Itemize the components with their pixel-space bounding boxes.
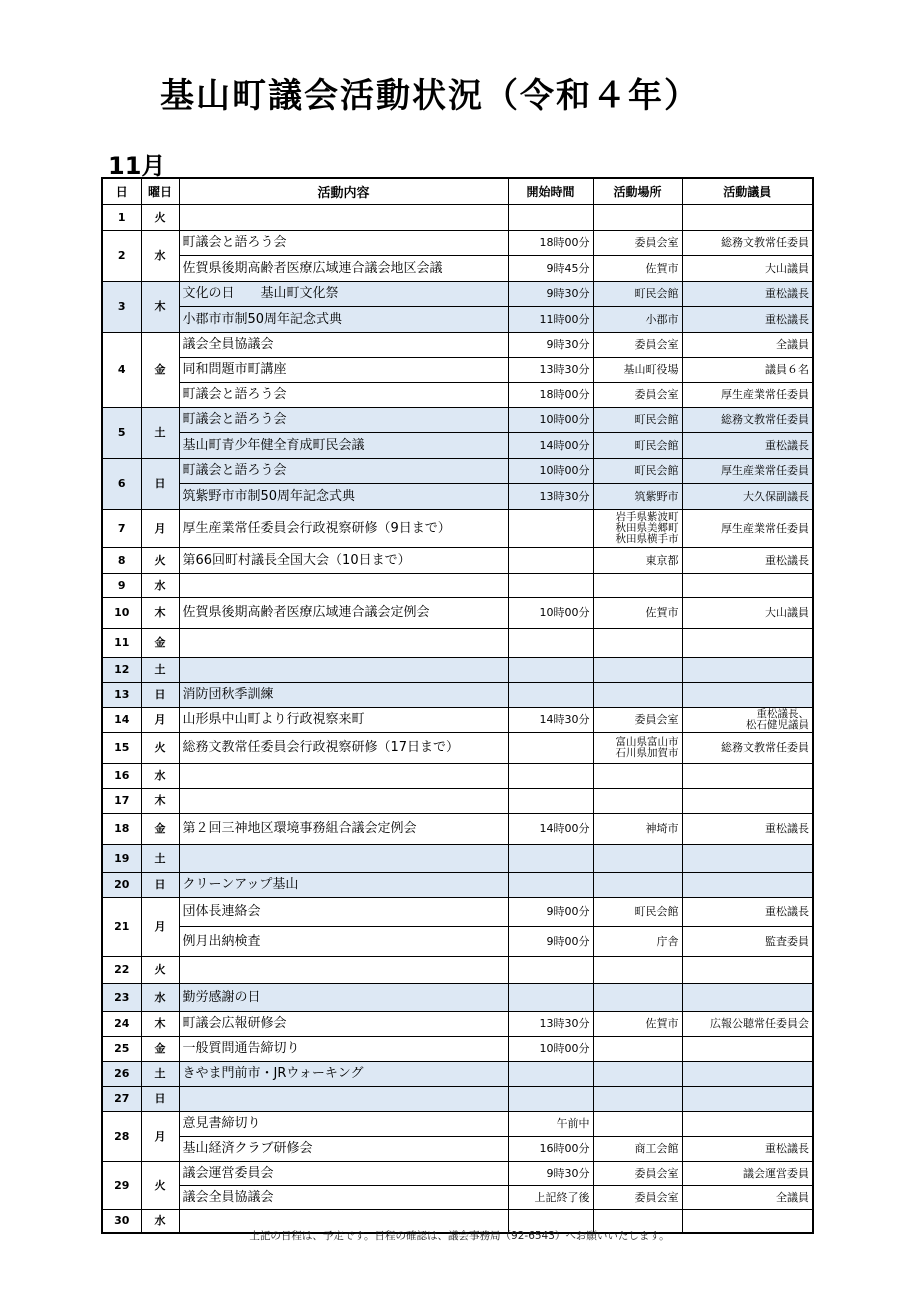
day-cell: 17 [102,788,141,813]
start-time-cell: 16時00分 [508,1136,593,1161]
table-row [102,458,813,483]
weekday-cell: 水 [141,573,179,597]
table-row [102,281,813,306]
day-cell: 3 [102,281,141,332]
weekday-cell: 木 [141,1011,179,1036]
place-cell [593,956,682,983]
activity-cell [179,788,508,813]
weekday-cell: 火 [141,547,179,573]
members-cell [682,573,813,597]
start-time-cell [508,573,593,597]
day-cell: 22 [102,956,141,983]
table-row [102,1136,813,1161]
place-cell: 委員会室 [593,382,682,407]
start-time-cell: 13時30分 [508,357,593,382]
start-time-cell: 10時00分 [508,458,593,483]
weekday-cell: 月 [141,1111,179,1161]
members-cell: 重松議長 [682,547,813,573]
place-cell [593,682,682,707]
table-row [102,1011,813,1036]
table-row [102,382,813,407]
place-cell: 委員会室 [593,1161,682,1185]
members-cell [682,872,813,897]
page-title: 基山町議会活動状況（令和４年） [160,76,700,116]
place-cell: 町民会館 [593,897,682,926]
start-time-cell: 14時00分 [508,813,593,844]
day-cell: 10 [102,597,141,628]
weekday-cell: 金 [141,1036,179,1061]
start-time-cell [508,1061,593,1086]
day-cell: 25 [102,1036,141,1061]
table-row [102,1036,813,1061]
place-cell: 佐賀市 [593,255,682,281]
day-cell: 12 [102,657,141,682]
activity-cell [179,844,508,872]
table-row [102,1161,813,1185]
weekday-cell: 月 [141,707,179,732]
table-row [102,788,813,813]
weekday-cell: 木 [141,788,179,813]
day-cell: 8 [102,547,141,573]
place-cell [593,788,682,813]
weekday-cell: 金 [141,813,179,844]
weekday-cell: 日 [141,682,179,707]
place-cell: 委員会室 [593,332,682,357]
place-cell: 委員会室 [593,707,682,732]
weekday-cell: 水 [141,1209,179,1233]
header-weekday: 曜日 [141,178,179,204]
start-time-cell: 午前中 [508,1111,593,1136]
activity-cell: 総務文教常任委員会行政視察研修（17日まで） [179,732,508,763]
activity-cell: 第２回三神地区環境事務組合議会定例会 [179,813,508,844]
place-cell [593,1086,682,1111]
place-cell [593,657,682,682]
day-cell: 6 [102,458,141,509]
table-row [102,732,813,763]
place-cell: 佐賀市 [593,1011,682,1036]
place-cell: 町民会館 [593,407,682,432]
header-members: 活動議員 [682,178,813,204]
weekday-cell: 水 [141,230,179,281]
day-cell: 15 [102,732,141,763]
table-row [102,204,813,230]
table-row [102,573,813,597]
members-cell: 厚生産業常任委員 [682,509,813,547]
place-cell [593,983,682,1011]
place-cell: 町民会館 [593,458,682,483]
day-cell: 19 [102,844,141,872]
start-time-cell [508,732,593,763]
activity-cell [179,763,508,788]
members-cell [682,956,813,983]
table-row [102,707,813,732]
activity-cell: きやま門前市・JRウォーキング [179,1061,508,1086]
members-cell: 議員６名 [682,357,813,382]
start-time-cell [508,844,593,872]
start-time-cell [508,628,593,657]
place-cell-line: 岩手県紫波町 [615,510,679,523]
table-row [102,872,813,897]
place-cell [593,844,682,872]
place-cell: 筑紫野市 [593,483,682,509]
table-row [102,357,813,382]
activity-cell: 基山経済クラブ研修会 [179,1136,508,1161]
activity-cell: 基山町青少年健全育成町民会議 [179,432,508,458]
members-cell [682,1061,813,1086]
place-cell: 佐賀市 [593,597,682,628]
start-time-cell [508,204,593,230]
table-row [102,483,813,509]
table-row [102,983,813,1011]
members-cell-line: 重松議長、 [756,707,809,720]
table-row [102,547,813,573]
members-cell [682,628,813,657]
activity-cell: 例月出納検査 [179,926,508,956]
start-time-cell: 9時00分 [508,897,593,926]
members-cell: 大久保副議長 [682,483,813,509]
start-time-cell [508,509,593,547]
activity-cell: 議会運営委員会 [179,1161,508,1185]
place-cell [593,732,682,763]
start-time-cell [508,872,593,897]
start-time-cell [508,956,593,983]
day-cell: 26 [102,1061,141,1086]
schedule-table [101,177,814,1234]
day-cell: 21 [102,897,141,956]
members-cell: 総務文教常任委員 [682,732,813,763]
activity-cell: 消防団秋季訓練 [179,682,508,707]
table-row [102,682,813,707]
table-row [102,1086,813,1111]
start-time-cell: 13時30分 [508,483,593,509]
table-row [102,432,813,458]
start-time-cell: 14時00分 [508,432,593,458]
start-time-cell: 9時30分 [508,332,593,357]
place-cell-line: 富山県富山市 [615,735,679,748]
start-time-cell: 18時00分 [508,382,593,407]
activity-cell: 文化の日 基山町文化祭 [179,281,508,306]
activity-cell: 町議会広報研修会 [179,1011,508,1036]
activity-cell: 団体長連絡会 [179,897,508,926]
members-cell [682,788,813,813]
members-cell: 総務文教常任委員 [682,230,813,255]
start-time-cell [508,1086,593,1111]
table-row [102,657,813,682]
place-cell [593,1111,682,1136]
weekday-cell: 木 [141,597,179,628]
members-cell [682,707,813,732]
weekday-cell: 水 [141,763,179,788]
day-cell: 14 [102,707,141,732]
table-row [102,332,813,357]
place-cell [593,1036,682,1061]
day-cell: 13 [102,682,141,707]
weekday-cell: 日 [141,1086,179,1111]
place-cell: 商工会館 [593,1136,682,1161]
members-cell: 厚生産業常任委員 [682,458,813,483]
day-cell: 11 [102,628,141,657]
weekday-cell: 火 [141,1161,179,1209]
weekday-cell: 金 [141,628,179,657]
place-cell-line: 秋田県横手市 [615,532,679,545]
start-time-cell [508,657,593,682]
start-time-cell [508,547,593,573]
table-row [102,597,813,628]
start-time-cell: 10時00分 [508,407,593,432]
members-cell: 広報公聴常任委員会 [682,1011,813,1036]
schedule-body [102,204,813,1233]
table-row [102,813,813,844]
activity-cell: 山形県中山町より行政視察来町 [179,707,508,732]
day-cell: 29 [102,1161,141,1209]
place-cell: 町民会館 [593,432,682,458]
start-time-cell: 14時30分 [508,707,593,732]
place-cell [593,628,682,657]
month-heading: 11月 [108,152,166,180]
activity-cell: 小郡市市制50周年記念式典 [179,306,508,332]
table-header-row [102,178,813,204]
activity-cell: 筑紫野市市制50周年記念式典 [179,483,508,509]
weekday-cell: 火 [141,732,179,763]
members-cell: 大山議員 [682,255,813,281]
activity-cell [179,657,508,682]
place-cell: 委員会室 [593,1185,682,1209]
activity-cell [179,628,508,657]
start-time-cell: 13時30分 [508,1011,593,1036]
activity-cell: 町議会と語ろう会 [179,407,508,432]
members-cell [682,983,813,1011]
members-cell: 重松議長 [682,281,813,306]
activity-cell: 同和問題市町講座 [179,357,508,382]
members-cell: 総務文教常任委員 [682,407,813,432]
place-cell [593,872,682,897]
start-time-cell [508,983,593,1011]
members-cell [682,844,813,872]
weekday-cell: 土 [141,657,179,682]
weekday-cell: 日 [141,458,179,509]
weekday-cell: 土 [141,407,179,458]
weekday-cell: 土 [141,1061,179,1086]
activity-cell [179,573,508,597]
members-cell [682,204,813,230]
table-row [102,628,813,657]
header-day: 日 [102,178,141,204]
weekday-cell: 火 [141,204,179,230]
place-cell: 委員会室 [593,230,682,255]
place-cell: 基山町役場 [593,357,682,382]
day-cell: 5 [102,407,141,458]
table-row [102,407,813,432]
table-row [102,926,813,956]
weekday-cell: 木 [141,281,179,332]
day-cell: 23 [102,983,141,1011]
place-cell [593,763,682,788]
start-time-cell: 9時30分 [508,1161,593,1185]
place-cell: 庁舎 [593,926,682,956]
place-cell: 東京都 [593,547,682,573]
activity-cell: 町議会と語ろう会 [179,382,508,407]
activity-cell: 一般質問通告締切り [179,1036,508,1061]
members-cell: 議会運営委員 [682,1161,813,1185]
activity-cell: 町議会と語ろう会 [179,458,508,483]
activity-cell: 佐賀県後期高齢者医療広域連合議会地区会議 [179,255,508,281]
day-cell: 4 [102,332,141,407]
members-cell: 厚生産業常任委員 [682,382,813,407]
members-cell-line: 松石健児議員 [746,718,809,731]
place-cell: 小郡市 [593,306,682,332]
table-row [102,306,813,332]
activity-cell: 議会全員協議会 [179,1185,508,1209]
activity-cell [179,204,508,230]
day-cell: 28 [102,1111,141,1161]
weekday-cell: 月 [141,897,179,956]
members-cell: 重松議長 [682,432,813,458]
weekday-cell: 火 [141,956,179,983]
start-time-cell [508,682,593,707]
activity-cell: クリーンアップ基山 [179,872,508,897]
table-row [102,1111,813,1136]
day-cell: 1 [102,204,141,230]
day-cell: 24 [102,1011,141,1036]
table-row [102,1185,813,1209]
weekday-cell: 日 [141,872,179,897]
start-time-cell: 9時00分 [508,926,593,956]
activity-cell: 議会全員協議会 [179,332,508,357]
members-cell: 全議員 [682,1185,813,1209]
start-time-cell: 18時00分 [508,230,593,255]
day-cell: 20 [102,872,141,897]
members-cell: 重松議長 [682,813,813,844]
members-cell: 重松議長 [682,306,813,332]
activity-cell [179,1086,508,1111]
members-cell [682,1086,813,1111]
day-cell: 7 [102,509,141,547]
start-time-cell: 10時00分 [508,1036,593,1061]
place-cell: 町民会館 [593,281,682,306]
members-cell: 監査委員 [682,926,813,956]
place-cell [593,1061,682,1086]
table-row [102,763,813,788]
header-start-time: 開始時間 [508,178,593,204]
weekday-cell: 金 [141,332,179,407]
start-time-cell: 9時45分 [508,255,593,281]
members-cell [682,682,813,707]
header-content: 活動内容 [179,178,508,204]
day-cell: 2 [102,230,141,281]
start-time-cell [508,763,593,788]
activity-cell: 町議会と語ろう会 [179,230,508,255]
start-time-cell: 10時00分 [508,597,593,628]
place-cell [593,573,682,597]
members-cell [682,657,813,682]
activity-cell: 佐賀県後期高齢者医療広域連合議会定例会 [179,597,508,628]
start-time-cell: 9時30分 [508,281,593,306]
members-cell [682,1036,813,1061]
day-cell: 16 [102,763,141,788]
place-cell [593,204,682,230]
table-row [102,255,813,281]
table-row [102,844,813,872]
table-row [102,956,813,983]
start-time-cell: 11時00分 [508,306,593,332]
table-row [102,897,813,926]
activity-cell: 意見書締切り [179,1111,508,1136]
members-cell [682,763,813,788]
table-row [102,1061,813,1086]
activity-cell: 勤労感謝の日 [179,983,508,1011]
header-place: 活動場所 [593,178,682,204]
weekday-cell: 月 [141,509,179,547]
footer-note: 上記の日程は、予定です。日程の確認は、議会事務局（92-6543）へお願いいたします。 [249,1230,670,1242]
members-cell [682,1111,813,1136]
start-time-cell: 上記終了後 [508,1185,593,1209]
members-cell: 全議員 [682,332,813,357]
day-cell: 30 [102,1209,141,1233]
table-row [102,230,813,255]
weekday-cell: 土 [141,844,179,872]
members-cell: 大山議員 [682,597,813,628]
members-cell: 重松議長 [682,897,813,926]
place-cell: 神埼市 [593,813,682,844]
activity-cell: 第66回町村議長全国大会（10日まで） [179,547,508,573]
weekday-cell: 水 [141,983,179,1011]
table-row [102,509,813,547]
place-cell [593,509,682,547]
activity-cell: 厚生産業常任委員会行政視察研修（9日まで） [179,509,508,547]
day-cell: 18 [102,813,141,844]
place-cell-line: 秋田県美郷町 [615,521,679,534]
day-cell: 27 [102,1086,141,1111]
members-cell: 重松議長 [682,1136,813,1161]
activity-cell [179,956,508,983]
start-time-cell [508,788,593,813]
day-cell: 9 [102,573,141,597]
place-cell-line: 石川県加賀市 [615,746,679,759]
